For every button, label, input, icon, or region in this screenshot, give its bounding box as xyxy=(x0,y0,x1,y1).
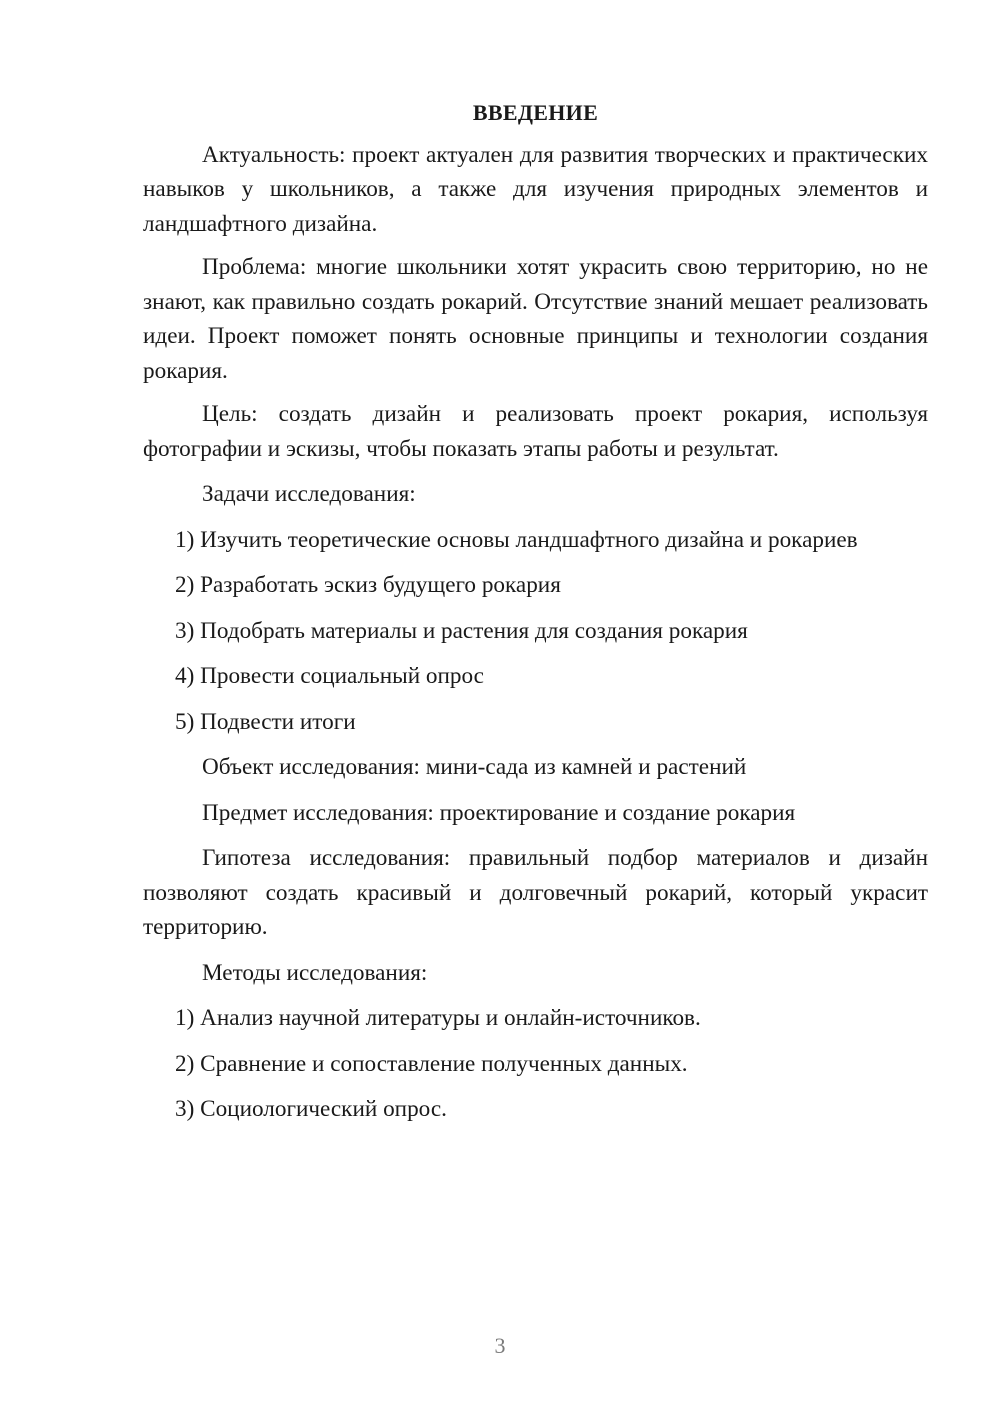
problem-paragraph: Проблема: многие школьники хотят украсить свою территорию, но не знают, как правильно создать рокарий. Отсутствие знаний мешает реализовать идеи. Проект поможет понять основные принципы и технологии создания рокария. xyxy=(143,254,928,384)
methods-heading: Методы исследования: xyxy=(202,959,428,986)
task-item: 5) Подвести итоги xyxy=(175,708,356,735)
goal-paragraph: Цель: создать дизайн и реализовать проект рокария, используя фотографии и эскизы, чтобы показать этапы работы и результат. xyxy=(143,401,928,462)
actuality-paragraph: Актуальность: проект актуален для развития творческих и практических навыков у школьников, а также для изучения природных элементов и ландшафтного дизайна. xyxy=(143,141,928,237)
object-line: Объект исследования: мини-сада из камней и растений xyxy=(202,754,747,780)
task-item: 4) Провести социальный опрос xyxy=(175,663,484,689)
page-number: 3 xyxy=(494,1333,506,1358)
task-item: 3) Подобрать материалы и растения для создания рокария xyxy=(175,617,748,644)
hypothesis-paragraph: Гипотеза исследования: правильный подбор материалов и дизайн позволяют создать красивый и долговечный рокарий, который украсит территорию. xyxy=(143,845,928,940)
method-item: 2) Сравнение и сопоставление полученных данных. xyxy=(175,1050,688,1077)
subject-line: Предмет исследования: проектирование и создание рокария xyxy=(202,799,796,826)
methods-list xyxy=(143,1001,928,1127)
page-content xyxy=(143,96,928,1138)
tasks-list xyxy=(143,523,928,740)
task-item: 1) Изучить теоретические основы ландшафтного дизайна и рокариев xyxy=(175,526,858,553)
task-item: 2) Разработать эскиз будущего рокария xyxy=(175,572,561,598)
tasks-heading: Задачи исследования: xyxy=(202,481,416,507)
method-item: 3) Социологический опрос. xyxy=(175,1096,447,1122)
method-item: 1) Анализ научной литературы и онлайн-источников. xyxy=(175,1005,701,1031)
section-title: ВВЕДЕНИЕ xyxy=(472,100,599,125)
